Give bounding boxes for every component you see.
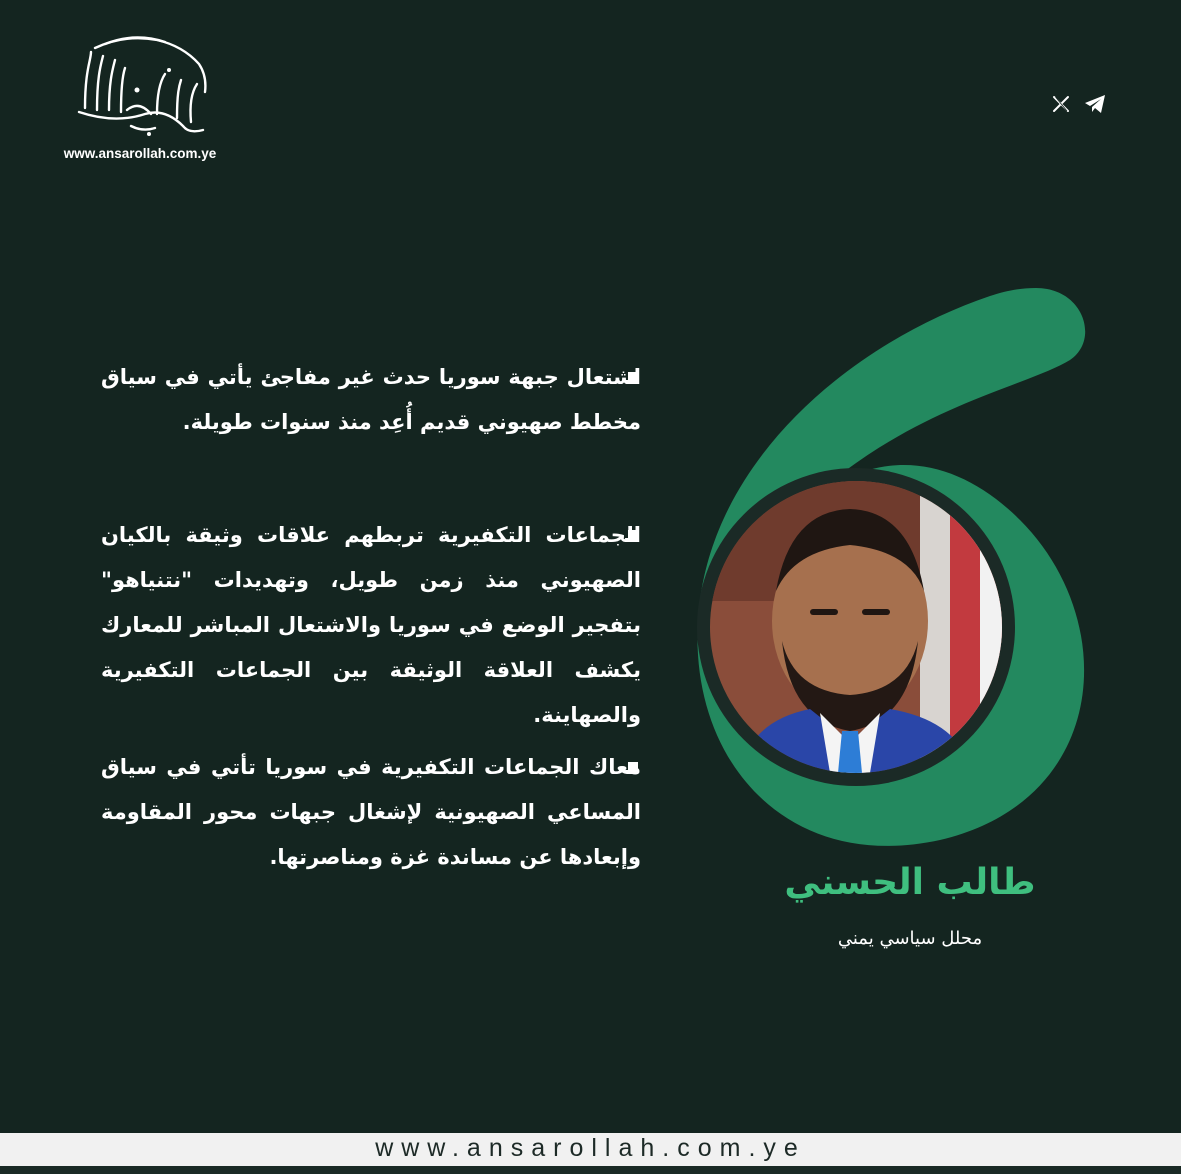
x-icon[interactable]: [1050, 93, 1072, 115]
footer-line: [0, 1166, 1181, 1174]
ansarollah-logo: [55, 30, 225, 170]
telegram-icon[interactable]: [1084, 93, 1106, 115]
quote-3: معاك الجماعات التكفيرية في سوريا تأتي في سياق المساعي الصهيونية لإشغال جبهات محور المقاومة وإبعادها عن مساندة غزة ومناصرتها.: [101, 755, 641, 869]
quote-2: الجماعات التكفيرية تربطهم علاقات وثيقة بالكيان الصهيوني منذ زمن طويل، وتهديدات "نتنياهو" بتفجير الوضع في سوريا والاشتعال المباشر للمعارك يكشف العلاقة الوثيقة بين الجماعات التكفيرية والصهاينة.: [101, 523, 641, 727]
footer-url-text[interactable]: www.ansarollah.com.ye: [375, 1134, 806, 1162]
person-title: محلل سياسي يمني: [837, 928, 983, 949]
logo-url-text[interactable]: www.ansarollah.com.ye: [63, 146, 217, 161]
person-photo: [710, 481, 1002, 773]
quote-1: اشتعال جبهة سوريا حدث غير مفاجئ يأتي في سياق مخطط صهيوني قديم أُعِد منذ سنوات طويلة.: [101, 365, 641, 434]
calligraphy-logo-icon: [65, 30, 215, 142]
social-icons: [1050, 93, 1106, 115]
person-name: طالب الحسني: [784, 862, 1036, 903]
